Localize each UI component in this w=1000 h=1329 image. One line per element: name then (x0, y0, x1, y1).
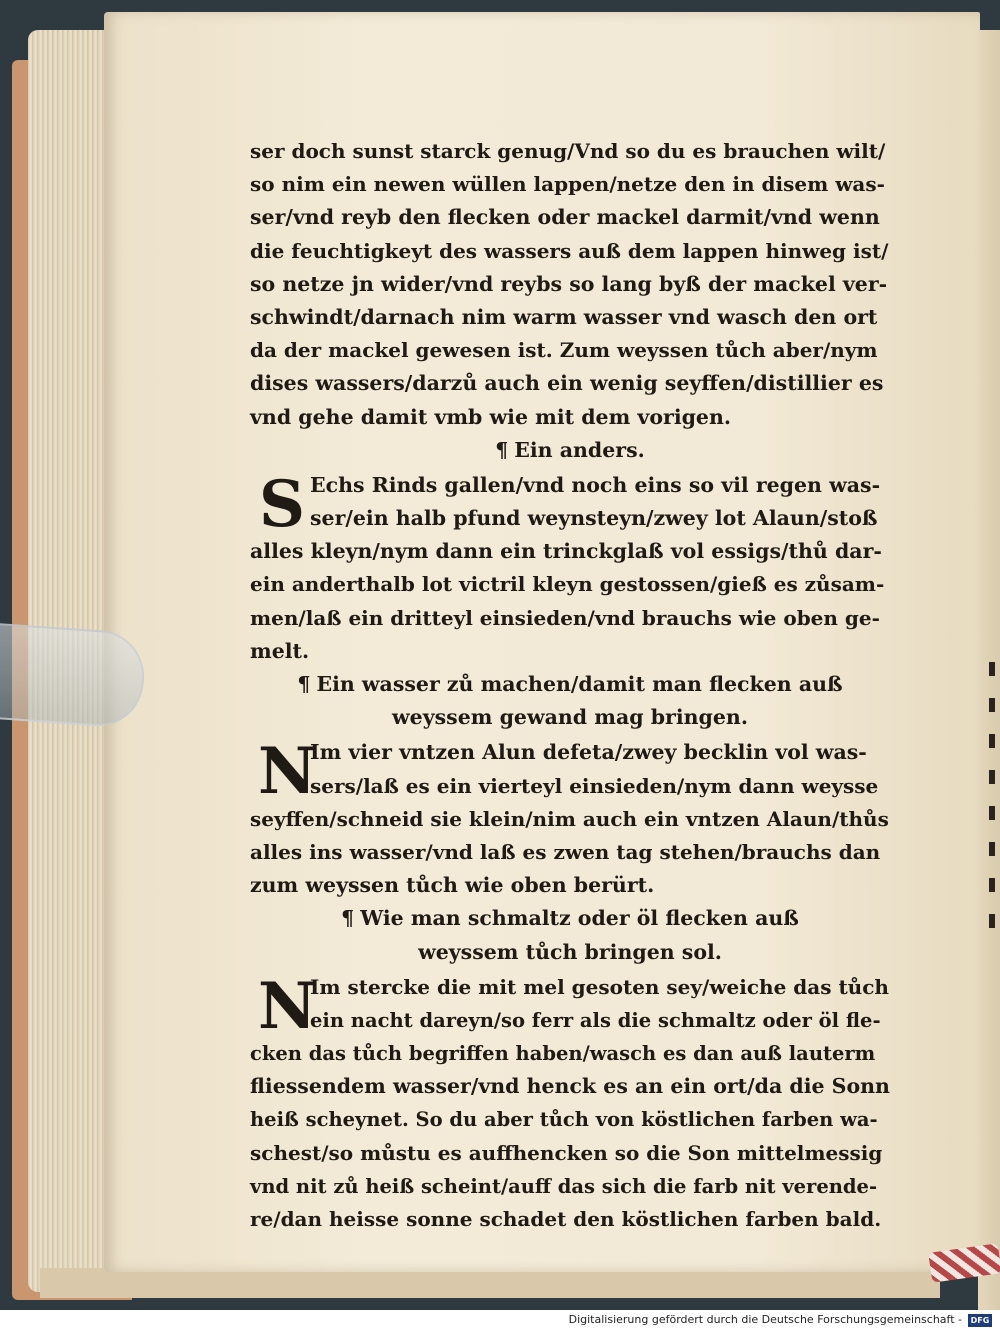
heading-text: Ein wasser zů machen/damit man flecken auß (316, 672, 843, 696)
pilcrow-icon: ¶ (495, 437, 509, 462)
text-line: alles kleyn/nym dann ein trinckglaß vol essigs/thů dar- (250, 539, 882, 564)
heading-text: Wie man schmaltz oder öl flecken auß (360, 906, 799, 931)
text-line: vnd gehe damit vmb wie mit dem vorigen. (250, 404, 732, 429)
text-line: da der mackel gewesen ist. Zum weyssen tůch aber/nym (250, 338, 878, 363)
section-paragraph (250, 968, 890, 1237)
pilcrow-icon: ¶ (297, 672, 311, 696)
text-line: re/dan heisse sonne schadet den köstlichen farben bald. (250, 1207, 882, 1231)
section-paragraph (250, 736, 890, 902)
decorated-initial: N (258, 968, 317, 1044)
text-line: Im vier vntzen Alun defeta/zwey becklin vol was- (310, 740, 867, 765)
text-line: seyffen/schneid sie klein/nim auch ein vntzen Alaun/thůs (250, 806, 889, 831)
text-line: sers/laß es ein vierteyl einsieden/nym dann weysse (310, 773, 879, 798)
digitization-footer (0, 1310, 1000, 1329)
text-line: men/laß ein dritteyl einsieden/vnd brauchs wie oben ge- (250, 605, 880, 630)
text-line: zum weyssen tůch wie oben berürt. (250, 873, 655, 898)
section-heading (250, 434, 890, 467)
text-line: ser/vnd reyb den flecken oder mackel darmit/vnd wenn (250, 205, 880, 230)
text-line: alles ins wasser/vnd laß es zwen tag stehen/brauchs dan (250, 839, 881, 864)
text-line: so nim ein newen wüllen lappen/netze den in disem was- (250, 172, 885, 197)
text-line: ser/ein halb pfund weynsteyn/zwey lot Alaun/stoß (310, 506, 878, 531)
text-line: dises wassers/darzů auch ein wenig seyffen/distillier es (250, 371, 884, 396)
book-board (40, 1268, 940, 1298)
text-line: die feuchtigkeyt des wassers auß dem lappen hinweg ist/ (250, 238, 889, 263)
text-line: ser doch sunst starck genug/Vnd so du es brauchen wilt/ (250, 139, 886, 163)
section-heading (250, 902, 890, 935)
text-line: ein nacht dareyn/so ferr als die schmaltz oder öl fle- (310, 1008, 881, 1032)
text-line: schwindt/darnach nim warm wasser vnd wasch den ort (250, 304, 878, 329)
decorated-initial: S (258, 466, 306, 542)
section-heading-continued: weyssem gewand mag bringen. (392, 705, 748, 730)
text-line: so netze jn wider/vnd reybs so lang byß der mackel ver- (250, 271, 888, 296)
text-line: schest/so můstu es auffhencken so die Son mittelmessig (250, 1140, 883, 1165)
section-heading-continued: weyssem tůch bringen sol. (418, 939, 722, 964)
text-line: cken das tůch begriffen haben/wasch es dan auß lauterm (250, 1042, 876, 1066)
text-line: vnd nit zů heiß scheint/auff das sich die farb nit verende- (250, 1174, 878, 1198)
text-line: ein anderthalb lot victril kleyn gestossen/gieß es zůsam- (250, 572, 885, 597)
page-text (250, 135, 890, 1236)
intro-paragraph (250, 135, 890, 434)
text-line: Im stercke die mit mel gesoten sey/weiche das tůch (310, 974, 889, 999)
facing-page-text-fragments (985, 640, 999, 1060)
text-line: melt. (250, 638, 310, 663)
text-line: heiß scheynet. So du aber tůch von köstlichen farben wa- (250, 1108, 878, 1132)
section-heading (250, 668, 890, 701)
section-paragraph (250, 466, 890, 668)
pilcrow-icon: ¶ (341, 906, 355, 931)
dfg-logo: DFG (968, 1314, 992, 1327)
heading-text: Ein anders. (514, 437, 645, 462)
text-line: fliessendem wasser/vnd henck es an ein ort/da die Sonn (250, 1074, 890, 1099)
funding-note: Digitalisierung gefördert durch die Deutsche Forschungsgemeinschaft - (568, 1313, 962, 1326)
decorated-initial: N (258, 734, 317, 810)
text-line: Echs Rinds gallen/vnd noch eins so vil regen was- (310, 472, 881, 497)
page-clip (0, 623, 147, 730)
